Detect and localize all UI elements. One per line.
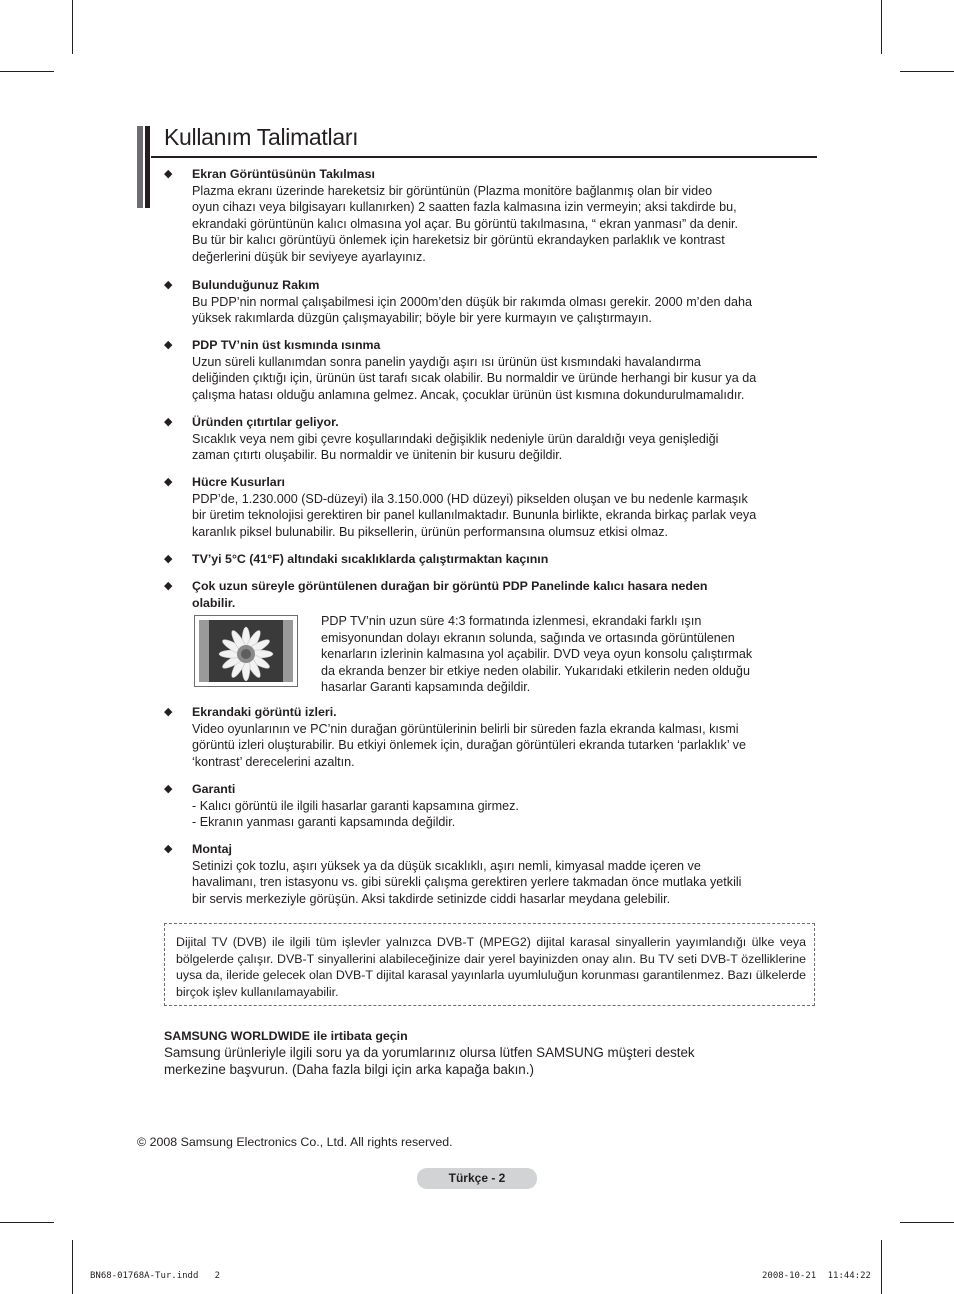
section-temperature xyxy=(164,551,818,568)
diamond-bullet-icon: ◆ xyxy=(164,339,173,351)
section-altitude xyxy=(164,277,818,327)
footer-datetime: 2008-10-21 11:44:22 xyxy=(762,1271,871,1281)
crop-mark xyxy=(0,1222,54,1223)
diamond-bullet-icon: ◆ xyxy=(164,279,173,291)
section-body: Plazma ekranı üzerinde hareketsiz bir görüntünün (Plazma monitöre bağlanmış olan bir video oyun cihazı veya bilgisayarı kullanırken) 2 saatten fazla kalmasına izin vermeyin; aksi takdirde bu, ekrandaki görüntünün kalıcı olmasına yol açar. Bu görüntü takılmasına, “ ekran yanması” da denir. Bu tür bir kalıcı görüntüyü önlemek için hareketsiz bir görüntü ekrandayken parlaklık ve kontrast değerlerini düşük bir seviyeye ayarlayınız. xyxy=(192,183,739,264)
diamond-bullet-icon: ◆ xyxy=(164,476,173,488)
section-cell-defects xyxy=(164,474,818,540)
crop-mark xyxy=(881,1240,882,1294)
static-image-example xyxy=(192,613,818,694)
diamond-bullet-icon: ◆ xyxy=(164,843,173,855)
section-heading: Garanti xyxy=(192,782,236,796)
diamond-bullet-icon: ◆ xyxy=(164,553,173,565)
section-heat xyxy=(164,337,818,403)
section-body: - Kalıcı görüntü ile ilgili hasarlar garanti kapsamına girmez. - Ekranın yanması garanti kapsamında değildir. xyxy=(192,798,519,829)
section-cracking xyxy=(164,414,818,464)
dvb-notice-box xyxy=(164,923,815,1006)
section-heading: Montaj xyxy=(192,842,232,856)
title-accent-bars xyxy=(137,126,151,208)
section-heading: PDP TV’nin üst kısmında ısınma xyxy=(192,338,381,352)
crop-mark xyxy=(72,1240,73,1294)
diamond-bullet-icon: ◆ xyxy=(164,783,173,795)
section-image-traces xyxy=(164,704,818,770)
notice-text: Dijital TV (DVB) ile ilgili tüm işlevler yalnızca DVB-T (MPEG2) dijital karasal sinyallerin yayımlandığı ülke veya bölgelerde çalışır. DVB-T sinyallerini alabileceğinize dair yerel bayinizden onay alın. Bu TV seti DVB-T özelliklerine uysa da, ileride gelecek olan DVB-T dijital karasal yayınlarla uyumluluğun korunması garantilenmez. Bazı ülkelerde birçok işlev kullanılamayabilir. xyxy=(176,935,806,999)
crop-mark xyxy=(72,0,73,54)
section-body: Video oyunlarının ve PC’nin durağan görüntülerinin belirli bir süreden fazla ekranda kalması, kısmi görüntü izleri oluşturabilir. Bu etkiyi önlemek için, durağan görüntüleri ekranda tutarken ‘parlaklık’ ve ‘kontrast’ derecelerini azaltın. xyxy=(192,721,746,769)
worldwide-title: SAMSUNG WORLDWIDE ile irtibata geçin xyxy=(164,1029,408,1043)
section-body: Sıcaklık veya nem gibi çevre koşullarındaki değişiklik nedeniyle ürün daraldığı veya genişlediği zaman çıtırtı oluşabilir. Bu normaldir ve ünitenin bir kusuru değildir. xyxy=(192,431,719,462)
section-heading: TV’yi 5°C (41°F) altındaki sıcaklıklarda çalıştırmaktan kaçının xyxy=(192,552,549,566)
section-body: Uzun süreli kullanımdan sonra panelin yaydığı aşırı ısı ürünün üst kısmındaki havalandırma deliğinden çıktığı için, ürünün üst tarafı sıcak olabilir. Bu normaldir ve üründe herhangi bir kusur ya da çalışma hatası olduğu anlamına gelmez. Ancak, çocuklar ürünün üst kısmına dokundurulmamalıdır. xyxy=(192,354,757,402)
section-body: PDP’de, 1.230.000 (SD-düzeyi) ila 3.150.000 (HD düzeyi) pikselden oluşan ve bu nedenle karmaşık bir üretim teknolojisi gerektiren bir panel kullanılmaktadır. Bununla birlikte, ekranda birkaç parlak veya karanlık piksel bulunabilir. Bu piksellerin, ürünün performansına olumsuz etkisi olmaz. xyxy=(192,491,757,539)
section-image-retention xyxy=(164,166,818,265)
section-heading: Bulunduğunuz Rakım xyxy=(192,278,320,292)
section-heading: Çok uzun süreyle görüntülenen durağan bir görüntü PDP Panelinde kalıcı hasara neden olabilir. xyxy=(192,579,708,610)
section-warranty xyxy=(164,781,818,831)
diamond-bullet-icon: ◆ xyxy=(164,168,173,180)
crop-mark xyxy=(0,71,54,72)
section-heading: Üründen çıtırtılar geliyor. xyxy=(192,415,339,429)
flower-screen-thumbnail xyxy=(194,615,298,687)
section-body: Setinizi çok tozlu, aşırı yüksek ya da düşük sıcaklıklı, aşırı nemli, kimyasal madde içeren ve havalimanı, tren istasyonu vs. gibi sürekli çalışma gerektiren yerlere takmadan önce mutlaka yetkili bir servis merkeziyle görüşün. Aksi takdirde setinizde ciddi hasarlar meydana gelebilir. xyxy=(192,858,742,906)
crop-mark xyxy=(900,1222,954,1223)
section-heading: Hücre Kusurları xyxy=(192,475,285,489)
title-rule xyxy=(151,156,817,158)
worldwide-body: Samsung ürünleriyle ilgili soru ya da yorumlarınız olursa lütfen SAMSUNG müşteri destek merkezine başvurun. (Daha fazla bilgi için arka kapağa bakın.) xyxy=(164,1045,695,1077)
page-title: Kullanım Talimatları xyxy=(164,124,359,150)
section-body: PDP TV’nin uzun süre 4:3 formatında izlenmesi, ekrandaki farklı ışın emisyonundan dolayı ekranın solunda, sağında ve ortasında görüntülenen kenarların izlerinin kalmasına yol açabilir. DVD veya oyun konsolu çalıştırmak da ekranda benzer bir etkiye neden olabilir. Yukarıdaki etkilerin neden olduğu hasarlar Garanti kapsamında değildir. xyxy=(321,614,753,694)
section-installation xyxy=(164,841,818,907)
footer-file-name: BN68-01768A-Tur.indd 2 xyxy=(90,1271,221,1281)
diamond-bullet-icon: ◆ xyxy=(164,706,173,718)
page-number-badge: Türkçe - 2 xyxy=(417,1168,537,1189)
copyright: © 2008 Samsung Electronics Co., Ltd. All rights reserved. xyxy=(137,1135,453,1149)
section-body: Bu PDP’nin normal çalışabilmesi için 2000m’den düşük bir rakımda olması gerekir. 2000 m’den daha yüksek rakımlarda düzgün çalışmayabilir; böyle bir yere kurmayın ve çalıştırmayın. xyxy=(192,294,753,325)
diamond-bullet-icon: ◆ xyxy=(164,580,173,592)
section-heading: Ekran Görüntüsünün Takılması xyxy=(192,167,375,181)
section-heading: Ekrandaki görüntü izleri. xyxy=(192,705,337,719)
diamond-bullet-icon: ◆ xyxy=(164,416,173,428)
section-static-image xyxy=(164,578,818,694)
crop-mark xyxy=(881,0,882,54)
crop-mark xyxy=(900,71,954,72)
